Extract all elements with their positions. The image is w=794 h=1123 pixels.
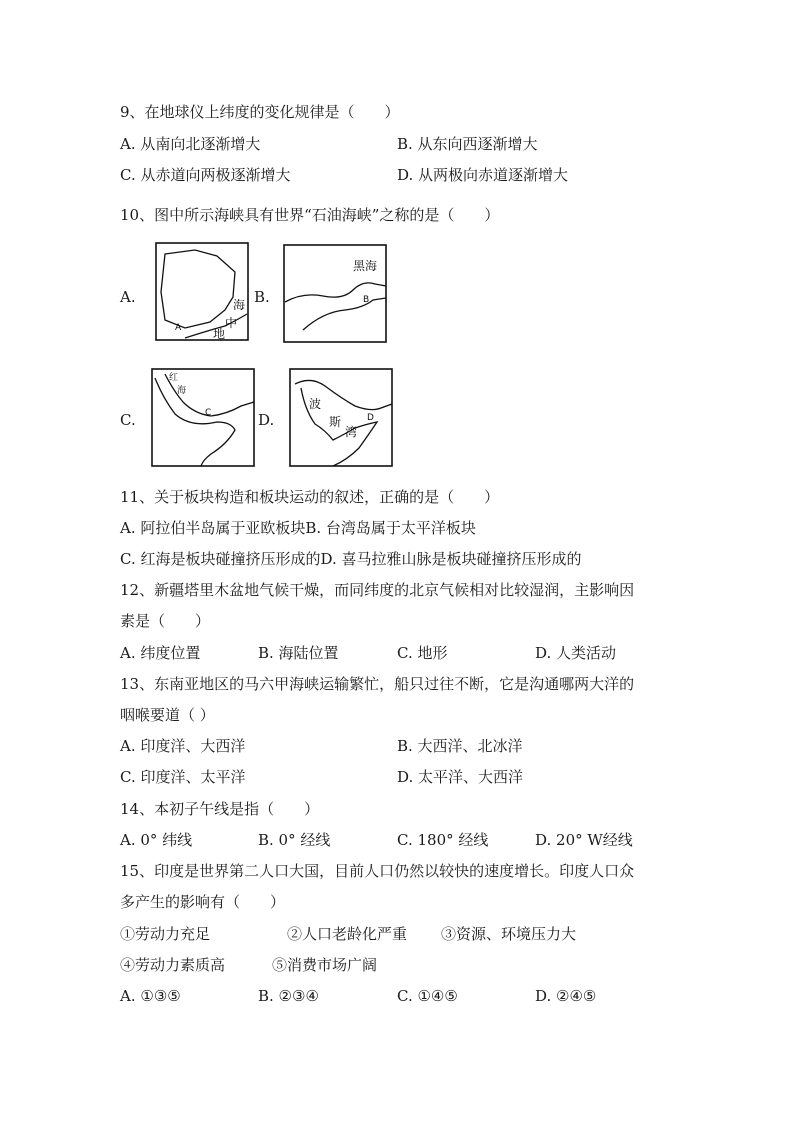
- q15-stem-line1: 15、印度是世界第二人口大国，目前人口仍然以较快的速度增长。印度人口众: [120, 862, 635, 880]
- map-b-coast-north: [285, 283, 386, 302]
- q12-option-b: B. 海陆位置: [258, 644, 339, 662]
- q9-option-b: B. 从东向西逐渐增大: [397, 135, 538, 153]
- q11-options-ab: A. 阿拉伯半岛属于亚欧板块B. 台湾岛属于太平洋板块: [120, 519, 476, 537]
- map-c-frame: [152, 369, 254, 466]
- q13-option-c: C. 印度洋、太平洋: [120, 768, 246, 786]
- q9-stem: 9、在地球仪上纬度的变化规律是（ ）: [120, 103, 400, 121]
- q11-stem: 11、关于板块构造和板块运动的叙述，正确的是（ ）: [120, 488, 500, 506]
- q10-option-c-label: C.: [120, 411, 136, 429]
- map-c: [151, 368, 256, 468]
- map-a-coast: [161, 250, 238, 330]
- q10-option-d-label: D.: [258, 411, 275, 429]
- map-b-sea-label: 黑海: [353, 259, 378, 273]
- map-c-coast-africa: [155, 378, 235, 466]
- q12-stem-line2: 素是（ ）: [120, 612, 211, 630]
- q15-option-a: A. ①③⑤: [120, 987, 181, 1005]
- map-a: [155, 242, 250, 342]
- map-a-char-1: 海: [233, 298, 246, 312]
- q14-option-a: A. 0° 纬线: [120, 831, 193, 849]
- q15-option-b: B. ②③④: [258, 987, 319, 1005]
- map-a-char-3: 地: [213, 327, 226, 341]
- map-a-point: A: [175, 323, 182, 333]
- q13-option-a: A. 印度洋、大西洋: [120, 737, 246, 755]
- q9-option-a: A. 从南向北逐渐增大: [120, 135, 261, 153]
- q9-option-d: D. 从两极向赤道逐渐增大: [397, 166, 569, 184]
- q10-option-b-label: B.: [254, 288, 270, 306]
- q12-option-d: D. 人类活动: [535, 644, 617, 662]
- q14-option-d: D. 20° W经线: [535, 831, 633, 849]
- q13-stem-line1: 13、东南亚地区的马六甲海峡运输繁忙，船只过往不断，它是沟通哪两大洋的: [120, 675, 635, 693]
- q15-option-c: C. ①④⑤: [397, 987, 458, 1005]
- map-b-point: B: [363, 295, 370, 305]
- map-d-char-1: 波: [309, 397, 322, 411]
- q10-stem: 10、图中所示海峡具有世界“石油海峡”之称的是（ ）: [120, 206, 500, 224]
- q11-options-cd: C. 红海是板块碰撞挤压形成的D. 喜马拉雅山脉是板块碰撞挤压形成的: [120, 550, 582, 568]
- q15-option-d: D. ②④⑤: [535, 987, 597, 1005]
- q13-stem-line2: 咽喉要道（ ）: [120, 706, 215, 724]
- map-c-point: C: [205, 408, 212, 418]
- q14-stem: 14、本初子午线是指（ ）: [120, 800, 320, 818]
- map-a-char-2: 中: [225, 316, 238, 330]
- map-d-char-3: 湾: [345, 425, 358, 439]
- q15-item-1: ①劳动力充足: [120, 925, 211, 943]
- q15-item-2: ②人口老龄化严重: [287, 925, 408, 943]
- q14-option-c: C. 180° 经线: [397, 831, 489, 849]
- q15-stem-line2: 多产生的影响有（ ）: [120, 893, 286, 911]
- q9-option-c: C. 从赤道向两极逐渐增大: [120, 166, 291, 184]
- q14-option-b: B. 0° 经线: [258, 831, 331, 849]
- q13-option-d: D. 太平洋、大西洋: [397, 768, 524, 786]
- map-d-char-2: 斯: [329, 415, 342, 429]
- q13-option-b: B. 大西洋、北冰洋: [397, 737, 523, 755]
- map-c-char-2: 海: [177, 386, 187, 396]
- q12-option-a: A. 纬度位置: [120, 644, 201, 662]
- map-b: [283, 244, 388, 344]
- q15-item-5: ⑤消费市场广阔: [272, 956, 378, 974]
- q12-stem-line1: 12、新疆塔里木盆地气候干燥，而同纬度的北京气候相对比较湿润，主影响因: [120, 581, 635, 599]
- map-b-coast-south: [303, 298, 386, 330]
- q15-item-3: ③资源、环境压力大: [441, 925, 577, 943]
- map-d: [289, 368, 394, 468]
- q10-option-a-label: A.: [120, 288, 136, 306]
- q15-item-4: ④劳动力素质高: [120, 956, 226, 974]
- map-d-point: D: [367, 413, 374, 423]
- q12-option-c: C. 地形: [397, 644, 448, 662]
- map-c-char-1: 红: [169, 373, 179, 383]
